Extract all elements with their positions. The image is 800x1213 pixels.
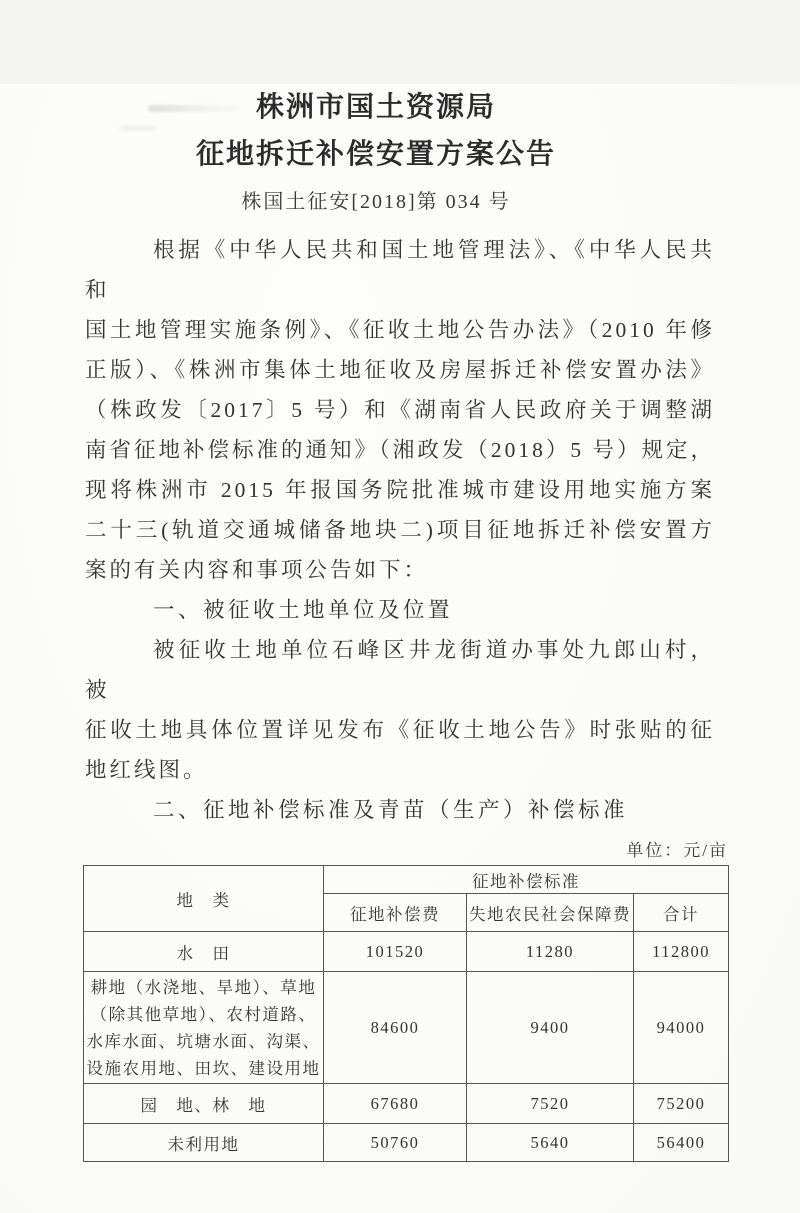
table-header-social-security: 失地农民社会保障费 [467, 894, 634, 932]
body-line: 现将株洲市 2015 年报国务院批准城市建设用地实施方案 [85, 478, 715, 502]
total-cell: 94000 [634, 972, 729, 1084]
land-type-cell: 未利用地 [84, 1124, 324, 1162]
section-heading-1: 一、被征收土地单位及位置 [153, 598, 454, 622]
body-line: 地红线图。 [85, 758, 208, 782]
table-header-comp-fee: 征地补偿费 [324, 894, 467, 932]
document-title-line1: 株洲市国土资源局 [255, 92, 496, 123]
table-row [84, 1084, 729, 1124]
total-cell: 75200 [634, 1084, 729, 1124]
document-title-line2: 征地拆迁补偿安置方案公告 [195, 139, 556, 170]
comp-fee-cell: 101520 [324, 932, 467, 972]
body-line: 根据《中华人民共和国土地管理法》、《中华人民共和 [85, 238, 715, 302]
social-security-cell: 9400 [467, 972, 634, 1084]
table-row [84, 1124, 729, 1162]
total-cell: 56400 [634, 1124, 729, 1162]
body-line: （株政发〔2017〕5 号）和《湖南省人民政府关于调整湖 [85, 398, 715, 422]
document-body [85, 230, 715, 830]
body-line: 被征收土地单位石峰区井龙街道办事处九郎山村，被 [85, 638, 715, 702]
document-page [0, 84, 800, 1213]
document-header [0, 84, 776, 214]
comp-fee-cell: 84600 [324, 972, 467, 1084]
social-security-cell: 5640 [467, 1124, 634, 1162]
table-row [84, 972, 729, 1084]
table-header-group-row [84, 866, 729, 894]
body-line: 国土地管理实施条例》、《征收土地公告办法》（2010 年修 [85, 318, 715, 342]
table-header-land-type: 地 类 [84, 866, 324, 932]
table-header-compensation-standard: 征地补偿标准 [324, 866, 729, 894]
body-line: 二十三(轨道交通城储备地块二)项目征地拆迁补偿安置方 [85, 518, 715, 542]
document-number: 株国土征安[2018]第 034 号 [241, 191, 511, 213]
total-cell: 112800 [634, 932, 729, 972]
land-type-cell: 园 地、林 地 [84, 1084, 324, 1124]
table-header-total: 合计 [634, 894, 729, 932]
body-line: 正版）、《株洲市集体土地征收及房屋拆迁补偿安置办法》 [85, 358, 715, 382]
land-type-cell: 水 田 [84, 932, 324, 972]
table-unit-label: 单位：元/亩 [626, 841, 728, 860]
social-security-cell: 7520 [467, 1084, 634, 1124]
land-type-cell: 耕地（水浇地、旱地）、草地（除其他草地）、农村道路、水库水面、坑塘水面、沟渠、设施农用地、田坎、建设用地 [84, 972, 324, 1084]
comp-fee-cell: 50760 [324, 1124, 467, 1162]
compensation-table [83, 865, 729, 1162]
section-heading-2: 二、征地补偿标准及青苗（生产）补偿标准 [153, 798, 629, 822]
social-security-cell: 11280 [467, 932, 634, 972]
table-row [84, 932, 729, 972]
body-line: 征收土地具体位置详见发布《征收土地公告》时张贴的征 [85, 718, 715, 742]
comp-fee-cell: 67680 [324, 1084, 467, 1124]
body-line: 南省征地补偿标准的通知》（湘政发（2018）5 号）规定， [85, 438, 715, 462]
body-line: 案的有关内容和事项公告如下： [85, 558, 429, 582]
